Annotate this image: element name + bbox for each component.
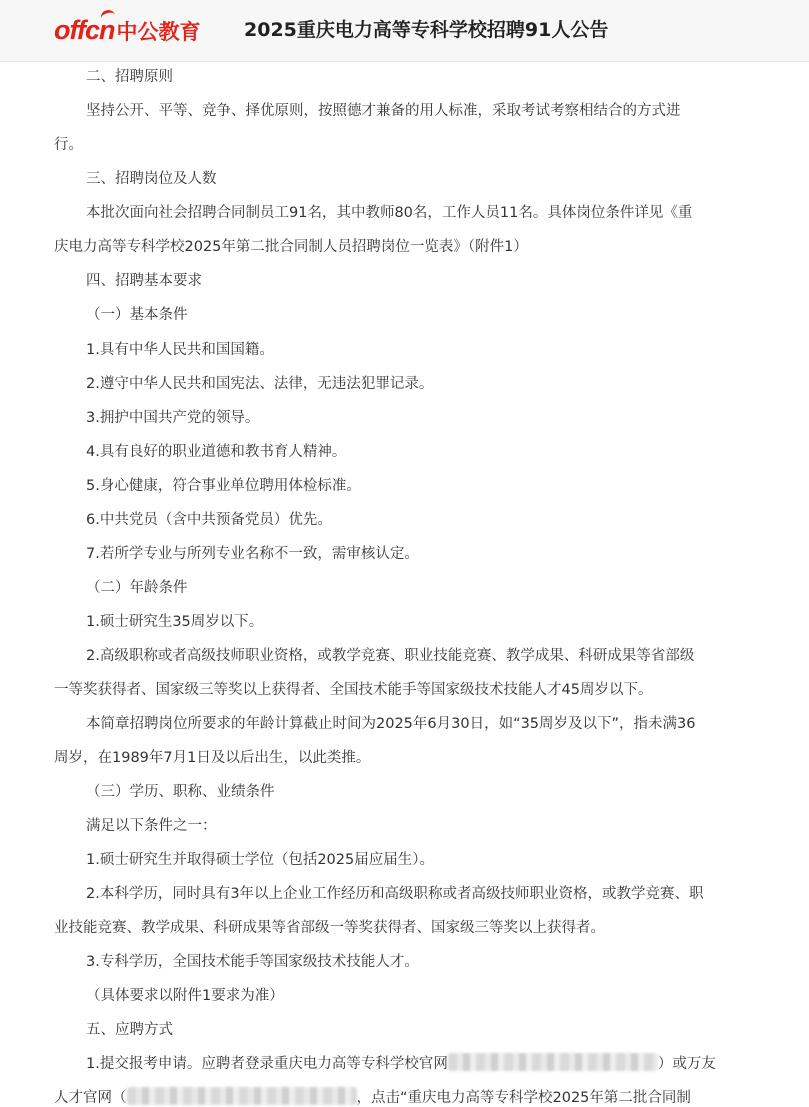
apply-text-end: ，点击“重庆电力高等专科学校2025年第二批合同制 [356,1090,691,1106]
site-header [0,0,809,62]
subsection-heading: （二）年龄条件 [86,580,188,596]
paragraph-line: 2.本科学历，同时具有3年以上企业工作经历和高级职称或者高级技师职业资格，或教学竞赛、职 [86,886,704,902]
paragraph-line [54,1087,691,1107]
paragraph-line: 业技能竞赛、教学成果、科研成果等省部级一等奖获得者、国家级三等奖以上获得者。 [54,920,605,936]
apply-text-start: 人才官网（ [54,1090,127,1106]
redacted-url [127,1087,357,1105]
list-item: 3.专科学历，全国技术能手等国家级技术技能人才。 [86,954,419,970]
paragraph-line: （具体要求以附件1要求为准） [86,988,284,1004]
apply-text-start: 1.提交报考申请。应聘者登录重庆电力高等专科学校官网 [86,1056,448,1072]
paragraph-line: 庆电力高等专科学校2025年第二批合同制人员招聘岗位一览表》（附件1） [54,239,528,255]
paragraph-line: 周岁，在1989年7月1日及以后出生，以此类推。 [54,750,371,766]
paragraph-line: 2.高级职称或者高级技师职业资格，或教学竞赛、职业技能竞赛、教学成果、科研成果等省部级 [86,648,695,664]
offcn-logo[interactable] [54,12,201,48]
paragraph-line: 本简章招聘岗位所要求的年龄计算截止时间为2025年6月30日，如“35周岁及以下”，指未满36 [86,716,696,732]
paragraph-line: 一等奖获得者、国家级三等奖以上获得者、全国技术能手等国家级技术技能人才45周岁以下。 [54,682,653,698]
section-heading: 四、招聘基本要求 [86,273,202,289]
section-heading: 二、招聘原则 [86,69,173,85]
list-item: 3.拥护中国共产党的领导。 [86,410,260,426]
redacted-url [448,1053,658,1071]
paragraph-line: 本批次面向社会招聘合同制员工91名，其中教师80名，工作人员11名。具体岗位条件详见《重 [86,205,693,221]
article-body [0,62,809,1107]
paragraph-line: 坚持公开、平等、竞争、择优原则，按照德才兼备的用人标准，采取考试考察相结合的方式进 [86,103,681,119]
list-item: 4.具有良好的职业道德和教书育人精神。 [86,444,347,460]
logo-text: offcn [54,15,115,45]
subsection-heading: （一）基本条件 [86,307,188,323]
paragraph-line: 满足以下条件之一： [86,818,217,834]
section-heading: 五、应聘方式 [86,1022,173,1038]
list-item: 1.硕士研究生并取得硕士学位（包括2025届应届生）。 [86,852,434,868]
subsection-heading: （三）学历、职称、业绩条件 [86,784,275,800]
list-item: 6.中共党员（含中共预备党员）优先。 [86,512,332,528]
list-item: 1.具有中华人民共和国国籍。 [86,342,274,358]
apply-text-end: ）或万友 [657,1056,716,1072]
page-title: 2025重庆电力高等专科学校招聘91人公告 [244,19,609,41]
list-item: 1.硕士研究生35周岁以下。 [86,614,264,630]
list-item: 7.若所学专业与所列专业名称不一致，需审核认定。 [86,546,419,562]
paragraph-line: 行。 [54,137,83,153]
paragraph-line [86,1053,716,1075]
list-item: 5.身心健康，符合事业单位聘用体检标准。 [86,478,361,494]
list-item: 2.遵守中华人民共和国宪法、法律，无违法犯罪记录。 [86,376,434,392]
section-heading: 三、招聘岗位及人数 [86,171,217,187]
logo-chinese-text: 中公教育 [116,20,201,44]
